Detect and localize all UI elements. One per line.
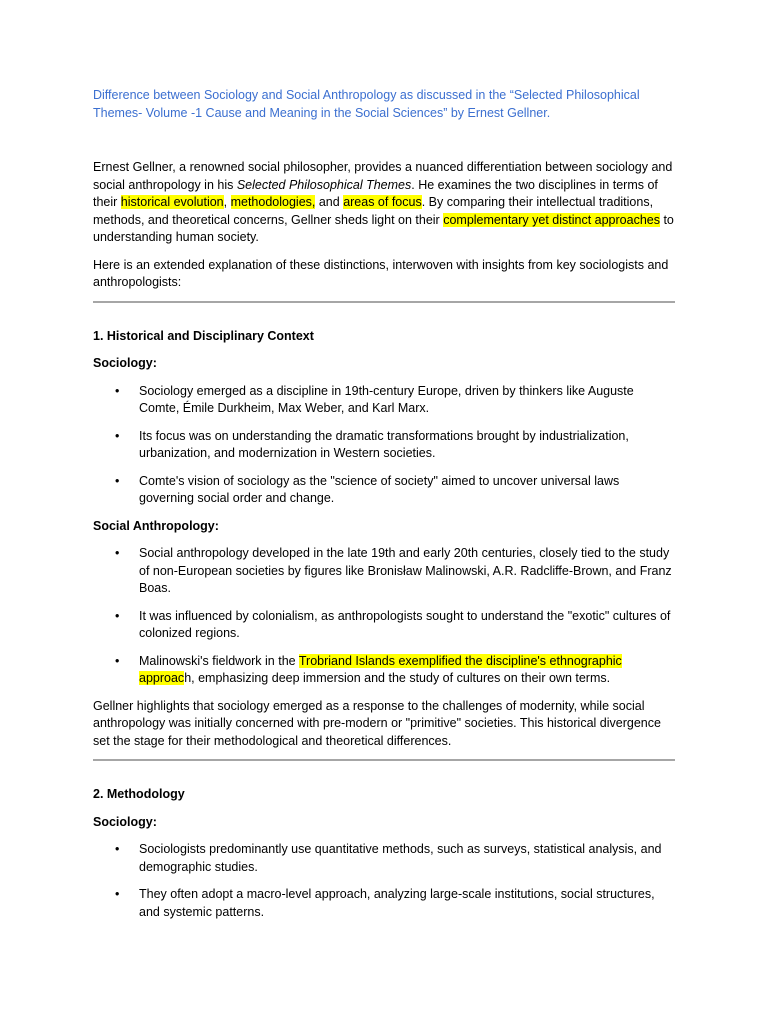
highlight-methodologies: methodologies, — [230, 195, 316, 209]
section-1-summary: Gellner highlights that sociology emerged as a response to the challenges of modernity, while social anthropology was initially concerned with pre-modern or "primitive" societies. This historical divergence set the stage for their methodological and theoretical differences. — [93, 698, 661, 748]
intro-text-c: . He examines the two disciplines in terms of their — [93, 177, 658, 209]
section-divider — [93, 301, 675, 303]
highlight-historical-evolution: historical evolution — [120, 195, 224, 209]
list-item — [93, 886, 675, 921]
list-item — [93, 608, 675, 643]
section-1-heading: 1. Historical and Disciplinary Context — [93, 328, 314, 343]
list-item — [93, 841, 675, 876]
list-item-text: They often adopt a macro-level approach, analyzing large-scale institutions, social structures, and systemic patterns. — [139, 887, 655, 919]
list-item-text: It was influenced by colonialism, as anthropologists sought to understand the "exotic" cultures of colonized regions. — [139, 608, 671, 640]
list-item — [93, 428, 675, 463]
section-1-sociology-label: Sociology: — [93, 356, 157, 370]
bullet-icon: • — [115, 842, 120, 856]
section-2-sociology-label: Sociology: — [93, 814, 157, 829]
intro-text-e: , — [223, 195, 231, 209]
highlight-complementary-approaches: complementary yet distinct approaches — [443, 212, 660, 227]
section-divider — [93, 759, 675, 761]
list-item-text: Social anthropology developed in the late 19th and early 20th centuries, closely tied to the study of non-European societies by figures like Bronisław Malinowski, A.R. Radcliffe-Brown, and Franz Boas. — [139, 546, 672, 595]
section-2-heading: 2. Methodology — [93, 787, 185, 801]
bullet-icon: • — [115, 473, 120, 488]
intro-paragraph — [93, 159, 675, 247]
document-title: Difference between Sociology and Social Anthropology as discussed in the “Selected Philosophical Themes- Volume -1 Cause and Meaning in the Social Sciences” by Ernest Gellner. — [93, 88, 640, 120]
highlight-areas-of-focus: areas of focus — [343, 195, 422, 209]
list-item — [93, 545, 675, 598]
bullet-icon: • — [115, 428, 120, 443]
list-item-text: Sociologists predominantly use quantitative methods, such as surveys, statistical analysis, and demographic studies. — [139, 842, 662, 874]
section-1-anthropology-label: Social Anthropology: — [93, 518, 219, 533]
bullet-icon: • — [115, 383, 120, 398]
list-item-text: Sociology emerged as a discipline in 19th-century Europe, driven by thinkers like Auguste Comte, Émile Durkheim, Max Weber, and Karl Marx. — [139, 383, 634, 415]
intro-text-i: . By comparing their intellectual traditions, methods, and theoretical concerns, Gellner sheds light on their — [93, 195, 654, 227]
list-item-text: Malinowski's fieldwork in the — [139, 653, 299, 668]
list-item-text: Its focus was on understanding the dramatic transformations brought by industrialization, urbanization, and modernization in Western societies. — [139, 428, 629, 460]
intro-paragraph-2: Here is an extended explanation of these distinctions, interwoven with insights from key sociologists and anthropologists: — [93, 257, 669, 289]
section-1-sociology-list — [93, 383, 675, 508]
intro-text-a: Ernest Gellner, a renowned social philosopher, provides a nuanced differentiation between sociology and social anthropology in his — [93, 160, 673, 192]
list-item — [93, 383, 675, 418]
bullet-icon: • — [115, 546, 120, 560]
list-item-text: Comte's vision of sociology as the "science of society" aimed to uncover universal laws governing social order and change. — [139, 473, 620, 505]
bullet-icon: • — [115, 653, 120, 668]
document-page — [93, 86, 675, 931]
intro-text-g: and — [315, 195, 344, 209]
section-2-sociology-list — [93, 841, 675, 921]
intro-text-k: to understanding human society. — [93, 212, 674, 244]
list-item-text: h, emphasizing deep immersion and the study of cultures on their own terms. — [184, 671, 611, 685]
book-title-italic: Selected Philosophical Themes — [236, 177, 412, 192]
bullet-icon: • — [115, 887, 120, 901]
list-item — [93, 653, 675, 688]
highlight-trobriand: Trobriand Islands exemplified the discipline's ethnographic approac — [139, 653, 622, 685]
bullet-icon: • — [115, 608, 120, 623]
list-item — [93, 473, 675, 508]
section-1-anthropology-list — [93, 545, 675, 688]
